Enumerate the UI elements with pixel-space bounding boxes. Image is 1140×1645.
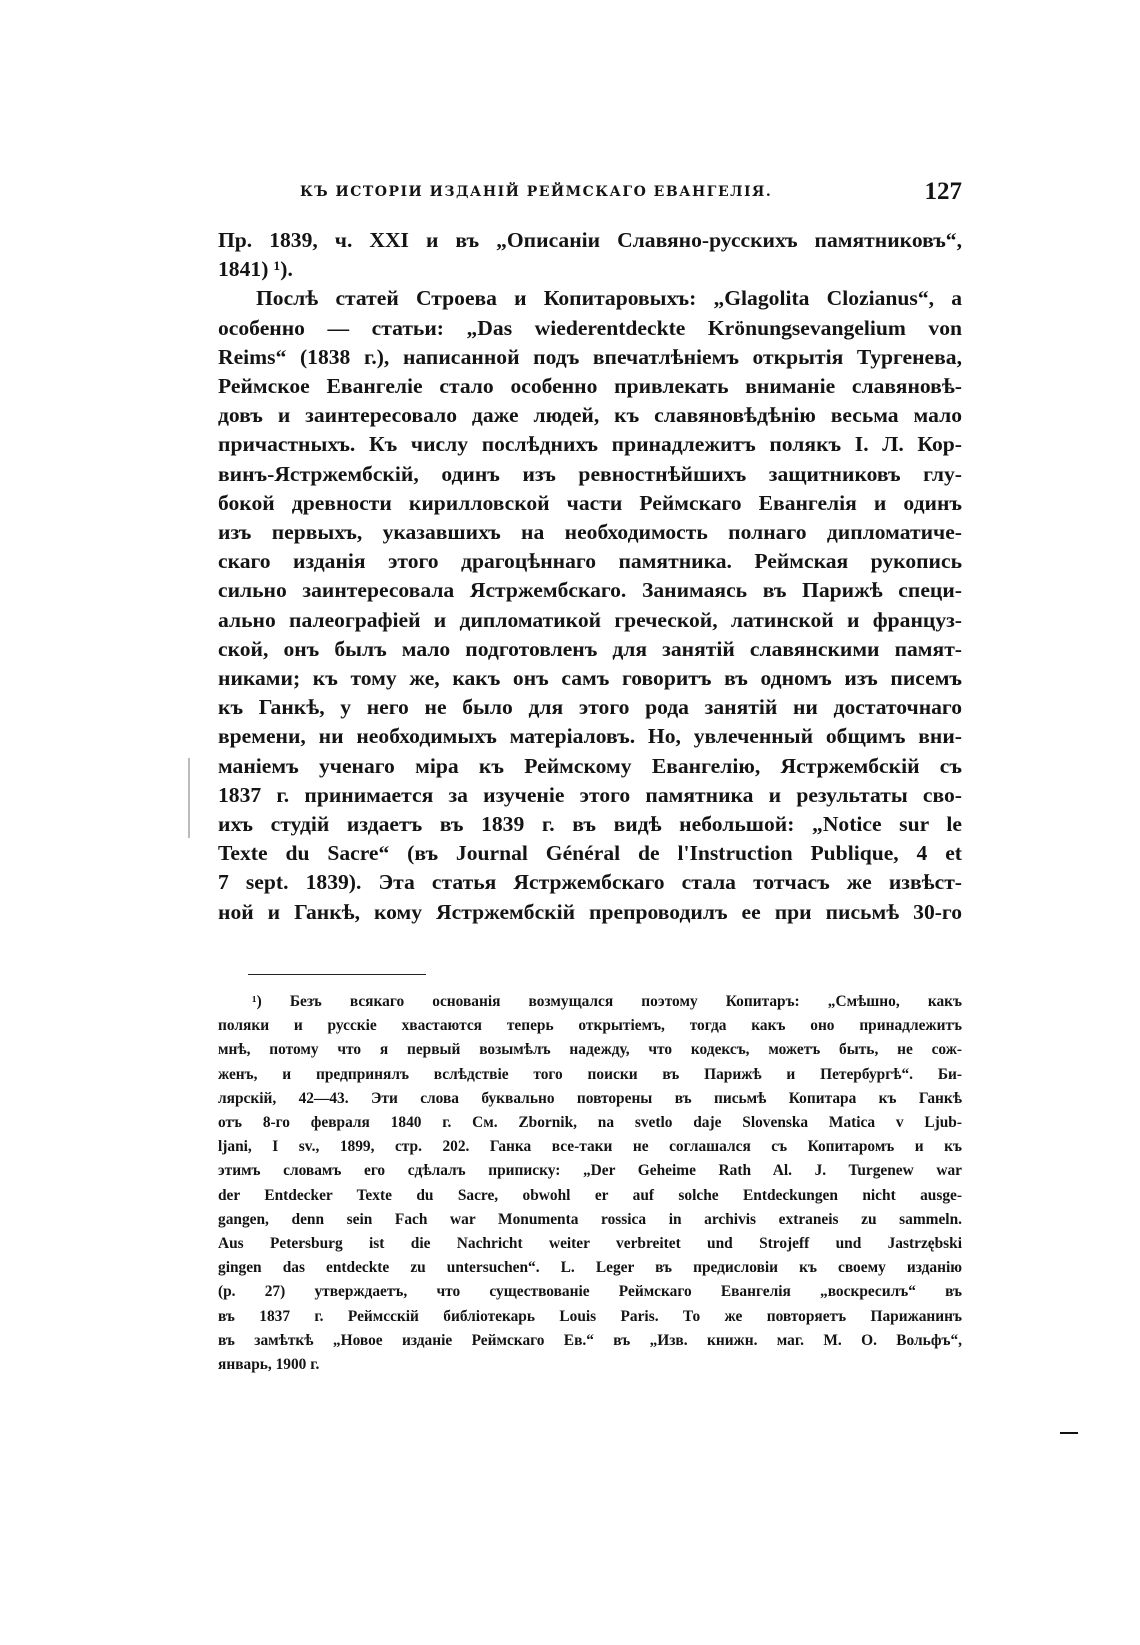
footnote-line: Aus Petersburg ist die Nachricht weiter verbreitet und Strojeff und Jastrzębski — [218, 1235, 962, 1253]
text-line: 7 sept. 1839). Эта статья Ястржембскаго стала тотчасъ же извѣст- — [218, 870, 962, 895]
footnote-line: поляки и русскіе хвастаются теперь открытіемъ, тогда какъ оно принадлежитъ — [218, 1017, 962, 1035]
text-line: винъ-Ястржембскій, одинъ изъ ревностнѣйшихъ защитниковъ глу- — [218, 461, 962, 486]
footnote-line: этимъ словамъ его сдѣлалъ приписку: „Der Geheime Rath Al. J. Turgenew war — [218, 1162, 962, 1180]
text-line: особенно — статьи: „Das wiederentdeckte Krönungsevangelium von — [218, 315, 962, 340]
footnote-line: отъ 8-го февраля 1840 г. См. Zbornik, na svetlo daje Slovenska Matica v Ljub- — [218, 1114, 962, 1132]
text-line: сильно заинтересовала Ястржембскаго. Занимаясь въ Парижѣ специ- — [218, 578, 962, 603]
text-line: Послѣ статей Строева и Копитаровыхъ: „Glagolita Clozianus“, а — [256, 286, 962, 311]
text-line: довъ и заинтересовало даже людей, къ славяновѣдѣнію весьма мало — [218, 403, 962, 428]
text-line: Reims“ (1838 г.), написанной подъ впечатлѣніемъ открытія Тургенева, — [218, 344, 962, 369]
text-line: 1837 г. принимается за изученіе этого памятника и результаты сво- — [218, 782, 962, 807]
footnote-line: der Entdecker Texte du Sacre, obwohl er auf solche Entdeckungen nicht ausge- — [218, 1186, 962, 1204]
text-line: ной и Ганкѣ, кому Ястржембскій препроводилъ ее при письмѣ 30-го — [218, 899, 962, 924]
footnote-line: мнѣ, потому что я первый возымѣлъ надежду, что кодексъ, можетъ быть, не сож- — [218, 1041, 962, 1059]
text-line: ально палеографіей и дипломатикой греческой, латинской и француз- — [218, 607, 962, 632]
text-line: изъ первыхъ, указавшихъ на необходимость полнаго дипломатиче- — [218, 520, 962, 545]
footnote-line: въ замѣткѣ „Новое изданіе Реймскаго Ев.“ въ „Изв. книжн. маг. М. О. Вольфъ“, — [218, 1331, 962, 1349]
footnote-line: женъ, и предпринялъ вслѣдствіе того поиски въ Парижѣ и Петербургѣ“. Би- — [218, 1065, 962, 1083]
footnote-line: ¹) Безъ всякаго основанія возмущался поэтому Копитаръ: „Смѣшно, какъ — [252, 993, 962, 1010]
text-line: Пр. 1839, ч. XXI и въ „Описаніи Славяно-русскихъ памятниковъ“, — [218, 228, 962, 252]
footnote-line: ljani, I sv., 1899, стр. 202. Ганка все-таки не соглашался съ Копитаромъ и къ — [218, 1138, 962, 1156]
footnote-separator — [248, 974, 426, 975]
text-line: ихъ студій издаетъ въ 1839 г. въ видѣ небольшой: „Notice sur le — [218, 812, 962, 837]
text-line: никами; къ тому же, какъ онъ самъ говоритъ въ одномъ изъ писемъ — [218, 666, 962, 691]
footnote-line: gingen das entdeckte zu untersuchen“. L. Leger въ предисловіи къ своему изданію — [218, 1259, 962, 1277]
text-line: 1841) ¹). — [218, 257, 293, 282]
footnote-line: январь, 1900 г. — [218, 1356, 320, 1374]
text-line: маніемъ ученаго міра къ Реймскому Евангелію, Ястржембскій съ — [218, 753, 962, 778]
running-head — [300, 180, 962, 212]
footnotes — [218, 990, 962, 1377]
left-margin-mark — [188, 758, 190, 838]
text-line: Texte du Sacre“ (въ Journal Général de l'Instruction Publique, 4 et — [218, 841, 962, 866]
running-title: КЪ ИСТОРІИ ИЗДАНІЙ РЕЙМСКАГО ЕВАНГЕЛІЯ. — [300, 184, 773, 200]
footnote-line: gangen, denn sein Fach war Monumenta rossica in archivis extraneis zu sammeln. — [218, 1210, 962, 1228]
text-line: бокой древности кирилловской части Реймскаго Евангелія и одинъ — [218, 490, 962, 515]
page-number: 127 — [924, 178, 962, 205]
footnote-line: лярскій, 42—43. Эти слова буквально повторены въ письмѣ Копитара къ Ганкѣ — [218, 1089, 962, 1107]
text-line: къ Ганкѣ, у него не было для этого рода занятій ни достаточнаго — [218, 695, 962, 720]
text-line: причастныхъ. Къ числу послѣднихъ принадлежитъ полякъ І. Л. Кор- — [218, 432, 962, 457]
main-text — [218, 226, 962, 927]
text-line: скаго изданія этого драгоцѣннаго памятника. Реймская рукопись — [218, 549, 962, 574]
footnote-line: (p. 27) утверждаетъ, что существованіе Реймскаго Евангелія „воскресилъ“ въ — [218, 1283, 962, 1301]
footnote-line: въ 1837 г. Реймсскій библіотекарь Louis Paris. То же повторяетъ Парижанинъ — [218, 1307, 962, 1325]
text-line: Реймское Евангеліе стало особенно привлекать вниманіе славяновѣ- — [218, 374, 962, 399]
right-margin-mark — [1060, 1432, 1078, 1434]
text-line: времени, ни необходимыхъ матеріаловъ. Но, увлеченный общимъ вни- — [218, 724, 962, 749]
text-line: ской, онъ былъ мало подготовленъ для занятій славянскими памят- — [218, 636, 962, 661]
